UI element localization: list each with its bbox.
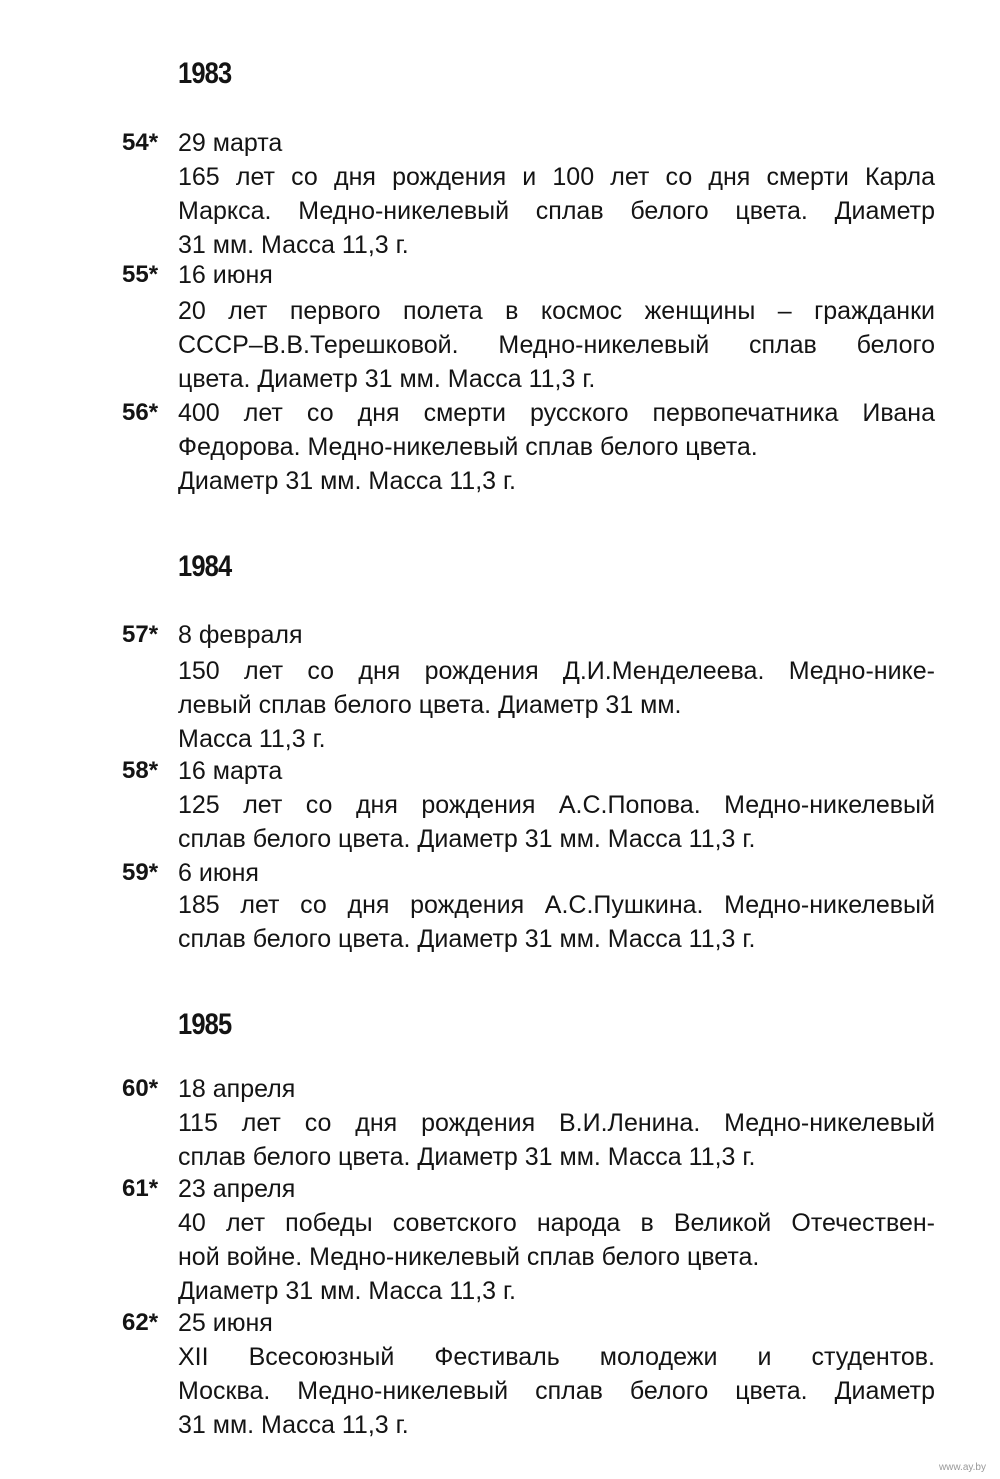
watermark: www.ay.by [938,1462,986,1473]
entry-number: 62* [122,1309,159,1336]
entry-number: 60* [122,1075,159,1102]
entry-number: 61* [122,1175,159,1202]
year-heading: 1984 [178,550,232,583]
entry-date: 18 апреля [178,1075,296,1103]
entry-text-line: Маркса. Медно-никелевый сплав белого цвета. Диаметр [178,197,935,225]
entry-date: 8 февраля [178,621,303,649]
entry-text-line: Масса 11,3 г. [178,725,326,753]
entry-text-line: Диаметр 31 мм. Масса 11,3 г. [178,467,517,495]
entry-date: 16 июня [178,261,273,289]
entry-text-line: 31 мм. Масса 11,3 г. [178,231,409,259]
entry-text-line: сплав белого цвета. Диаметр 31 мм. Масса 11,3 г. [178,925,756,953]
entry-text-line: 115 лет со дня рождения В.И.Ленина. Медно-никелевый [178,1109,935,1137]
entry-text-line: 40 лет победы советского народа в Великой Отечествен- [178,1209,935,1237]
entry-date: 25 июня [178,1309,273,1337]
year-heading: 1983 [178,57,232,90]
entry-text-line: ной войне. Медно-никелевый сплав белого цвета. [178,1243,760,1271]
entry-text-line: 400 лет со дня смерти русского первопечатника Ивана [178,399,935,427]
entry-text-line: 165 лет со дня рождения и 100 лет со дня смерти Карла [178,163,935,191]
entry-date: 23 апреля [178,1175,296,1203]
entry-text-line: XII Всесоюзный Фестиваль молодежи и студентов. [178,1343,935,1371]
entry-text-line: сплав белого цвета. Диаметр 31 мм. Масса 11,3 г. [178,1143,756,1171]
entry-number: 58* [122,757,159,784]
entry-number: 55* [122,261,159,288]
entry-text-line: 20 лет первого полета в космос женщины – гражданки [178,297,935,325]
entry-date: 29 марта [178,129,283,157]
entry-text-line: цвета. Диаметр 31 мм. Масса 11,3 г. [178,365,596,393]
entry-text-line: 185 лет со дня рождения А.С.Пушкина. Медно-никелевый [178,891,935,919]
entry-number: 57* [122,621,159,648]
entry-text-line: 150 лет со дня рождения Д.И.Менделеева. Медно-нике- [178,657,935,685]
entry-text-line: Москва. Медно-никелевый сплав белого цвета. Диаметр [178,1377,935,1405]
entry-text-line: 31 мм. Масса 11,3 г. [178,1411,409,1439]
entry-text-line: СССР–В.В.Терешковой. Медно-никелевый сплав белого [178,331,935,359]
entry-text-line: Федорова. Медно-никелевый сплав белого цвета. [178,433,758,461]
entry-number: 59* [122,859,159,886]
entry-date: 16 марта [178,757,283,785]
entry-date: 6 июня [178,859,259,887]
entry-number: 56* [122,399,159,426]
entry-text-line: сплав белого цвета. Диаметр 31 мм. Масса 11,3 г. [178,825,756,853]
entry-text-line: 125 лет со дня рождения А.С.Попова. Медно-никелевый [178,791,935,819]
entry-text-line: Диаметр 31 мм. Масса 11,3 г. [178,1277,517,1305]
entry-text-line: левый сплав белого цвета. Диаметр 31 мм. [178,691,682,719]
entry-number: 54* [122,129,159,156]
year-heading: 1985 [178,1008,232,1041]
